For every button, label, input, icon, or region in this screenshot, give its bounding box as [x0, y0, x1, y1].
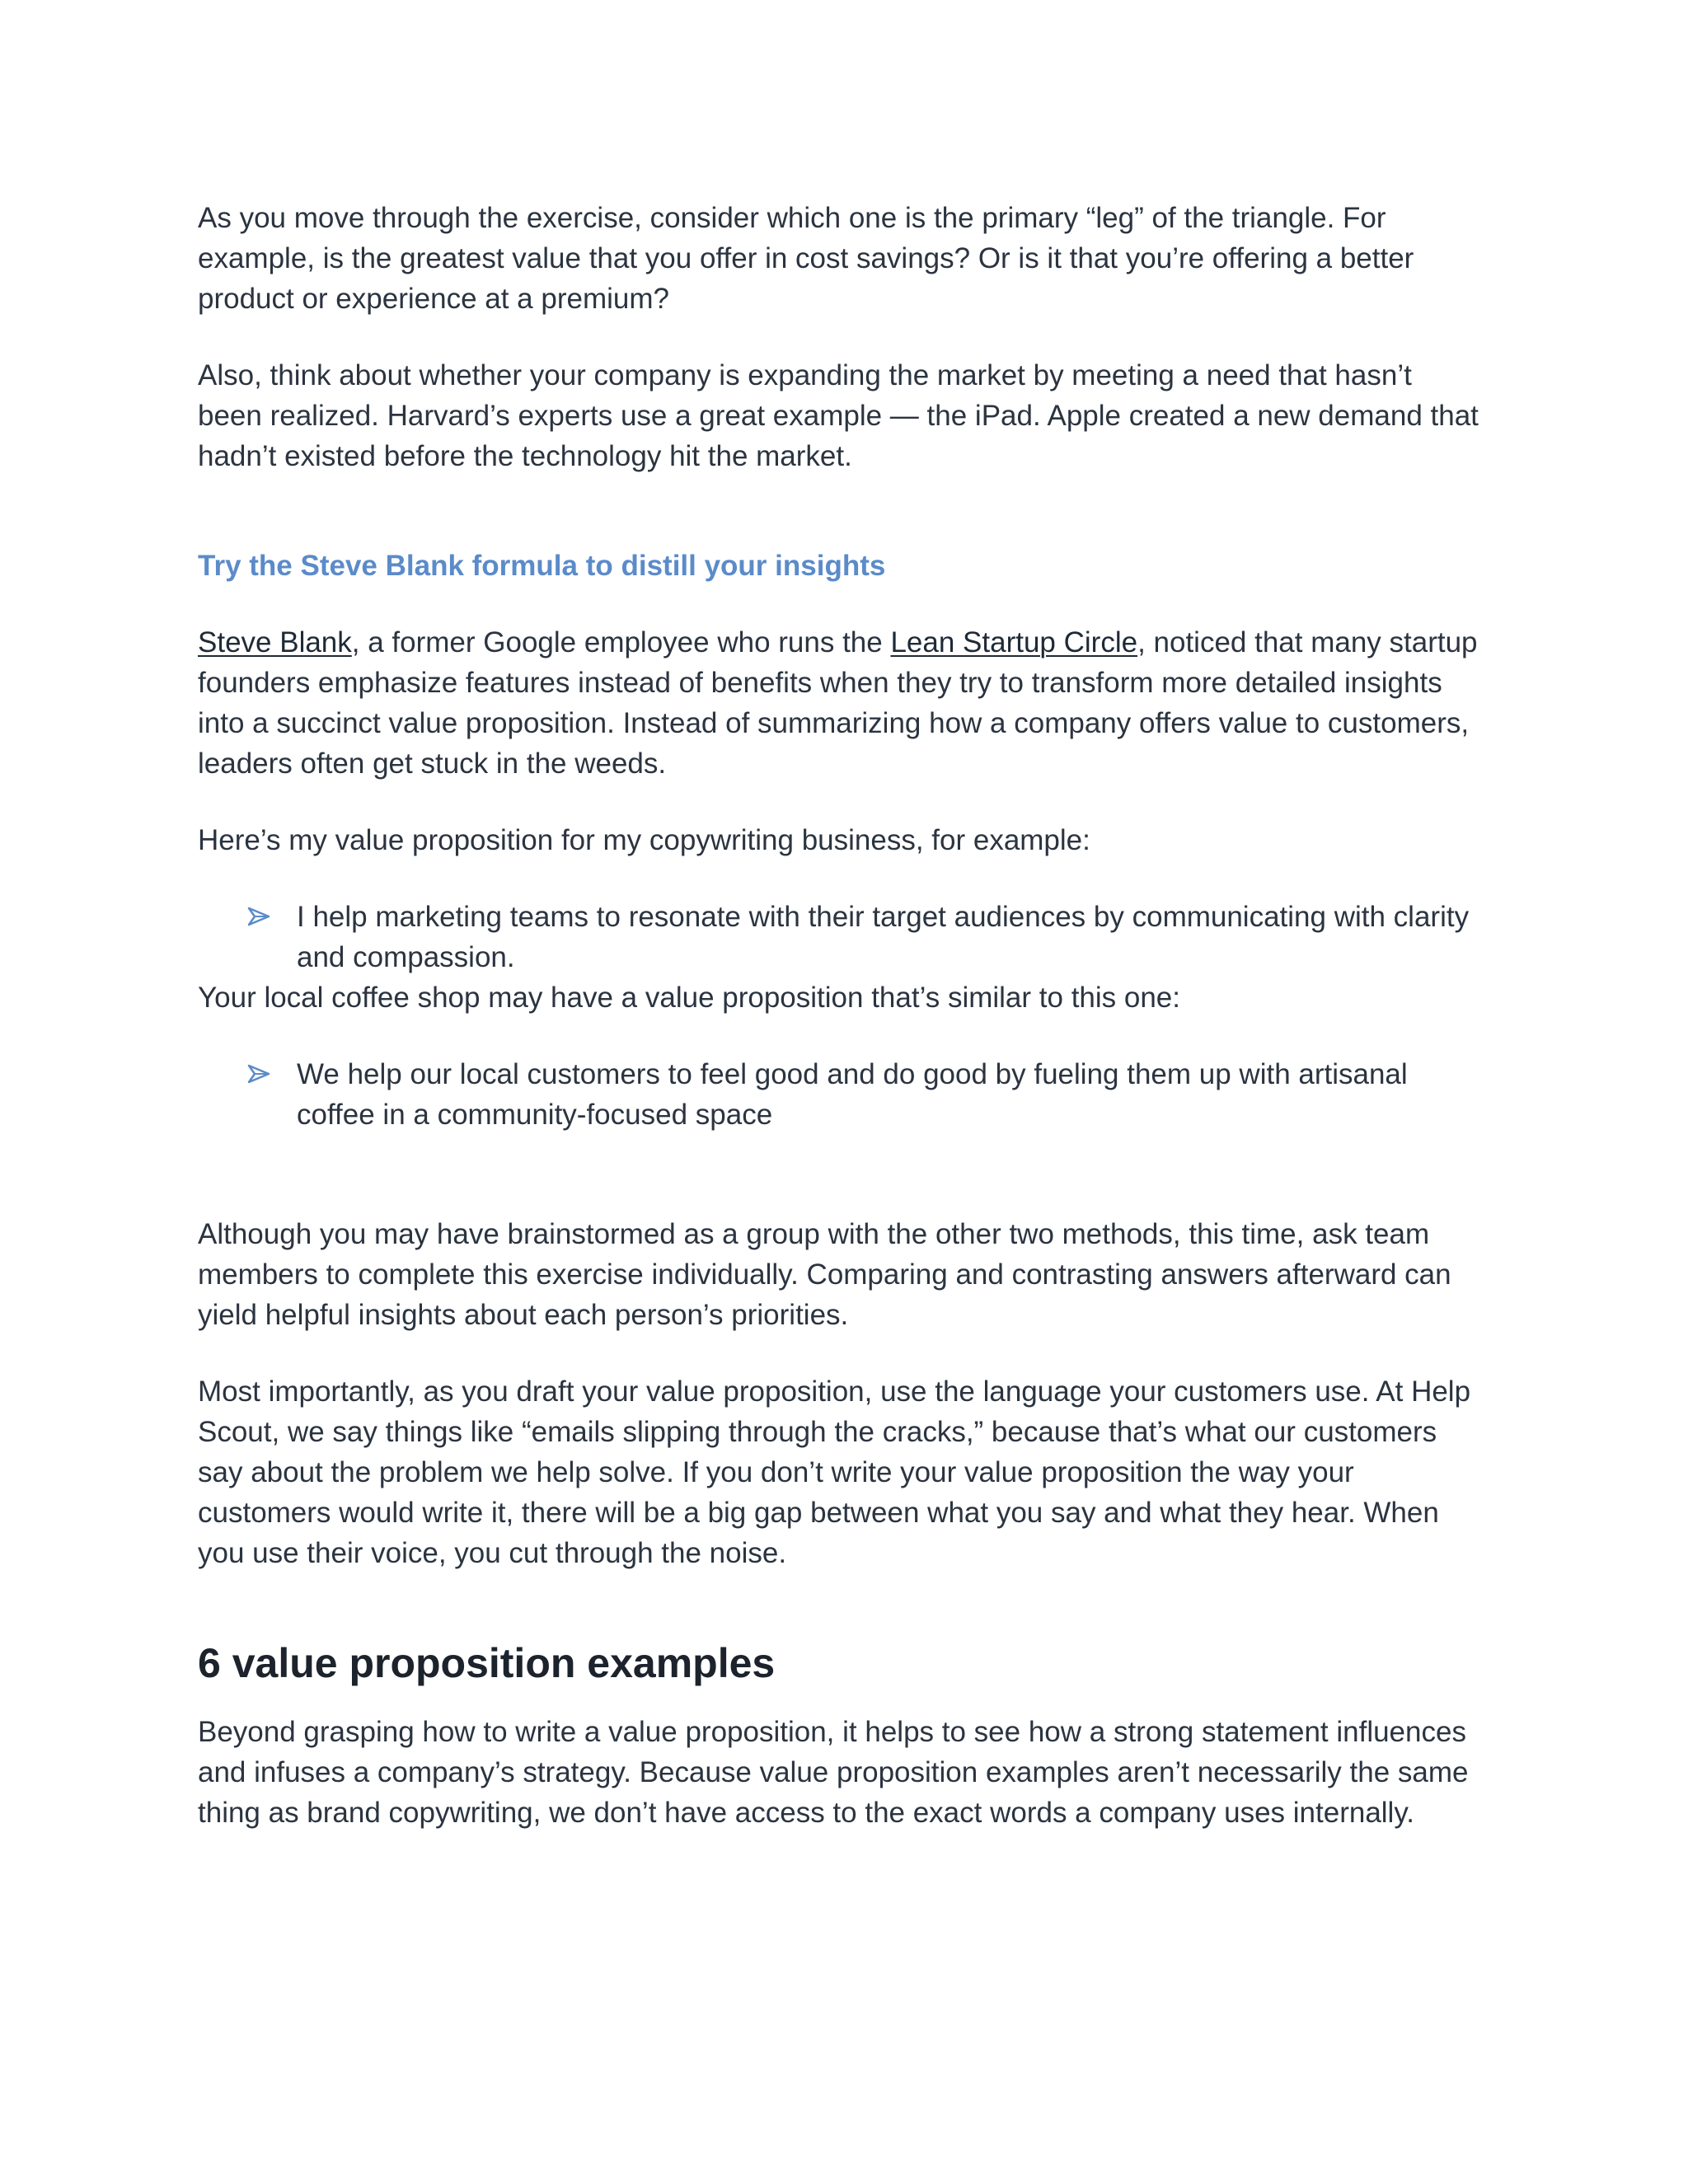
- paragraph-examples-intro: Beyond grasping how to write a value proposition, it helps to see how a strong statement influences and infuses a company’s strategy. Because value proposition examples aren’t necessarily the same thing as brand copywriting, we don’t have access to the exact words a company uses internally.: [198, 1716, 1469, 1829]
- steve-blank-text-2: , noticed that many startup founders emphasize features instead of benefits when they try to transform more detailed insights into a succinct value proposition. Instead of summarizing how a company offers value to customers, leaders often get stuck in the weeds.: [198, 626, 1478, 780]
- paragraph-expanding-market: Also, think about whether your company is expanding the market by meeting a need that hasn’t been realized. Harvard’s experts use a great example — the iPad. Apple created a new demand that hadn’t existed before the technology hit the market.: [198, 359, 1479, 472]
- subheading-steve-blank: Try the Steve Blank formula to distill your insights: [198, 550, 886, 582]
- document-content: [198, 198, 1484, 1869]
- paragraph-coffee-intro: Your local coffee shop may have a value proposition that’s similar to this one:: [198, 982, 1180, 1014]
- paragraph-customer-language: Most importantly, as you draft your value proposition, use the language your customers use. At Help Scout, we say things like “emails slipping through the cracks,” because that’s what our customers say about the problem we help solve. If you don’t write your value proposition the way your customers would write it, there will be a big gap between what you say and what they hear. When you use their voice, you cut through the noise.: [198, 1376, 1471, 1569]
- arrowhead-bullet-icon: [247, 1054, 275, 1094]
- heading-value-proposition-examples: 6 value proposition examples: [198, 1640, 776, 1686]
- lean-startup-circle-link[interactable]: Lean Startup Circle: [890, 626, 1138, 658]
- bullet-coffee-text: We help our local customers to feel good and do good by fueling them up with artisanal coffee in a community-focused space: [297, 1058, 1408, 1131]
- paragraph-primary-leg: As you move through the exercise, consider which one is the primary “leg” of the triangle. For example, is the greatest value that you offer in cost savings? Or is it that you’re offering a better product or experience at a premium?: [198, 202, 1414, 315]
- bullet-copywriting-text: I help marketing teams to resonate with their target audiences by communicating with clarity and compassion.: [297, 901, 1470, 973]
- arrowhead-bullet-icon: [247, 897, 275, 937]
- paragraph-steve-blank: [198, 622, 1484, 784]
- paragraph-individual-exercise: Although you may have brainstormed as a group with the other two methods, this time, ask team members to complete this exercise individually. Comparing and contrasting answers afterward can yield helpful insights about each person’s priorities.: [198, 1218, 1451, 1331]
- steve-blank-link[interactable]: Steve Blank: [198, 626, 352, 658]
- steve-blank-text-1: , a former Google employee who runs the: [351, 626, 891, 658]
- bullet-copywriting: [198, 897, 1484, 977]
- paragraph-example-intro: Here’s my value proposition for my copywriting business, for example:: [198, 824, 1090, 856]
- bullet-coffee: [198, 1054, 1484, 1135]
- spacer: [198, 1135, 1484, 1214]
